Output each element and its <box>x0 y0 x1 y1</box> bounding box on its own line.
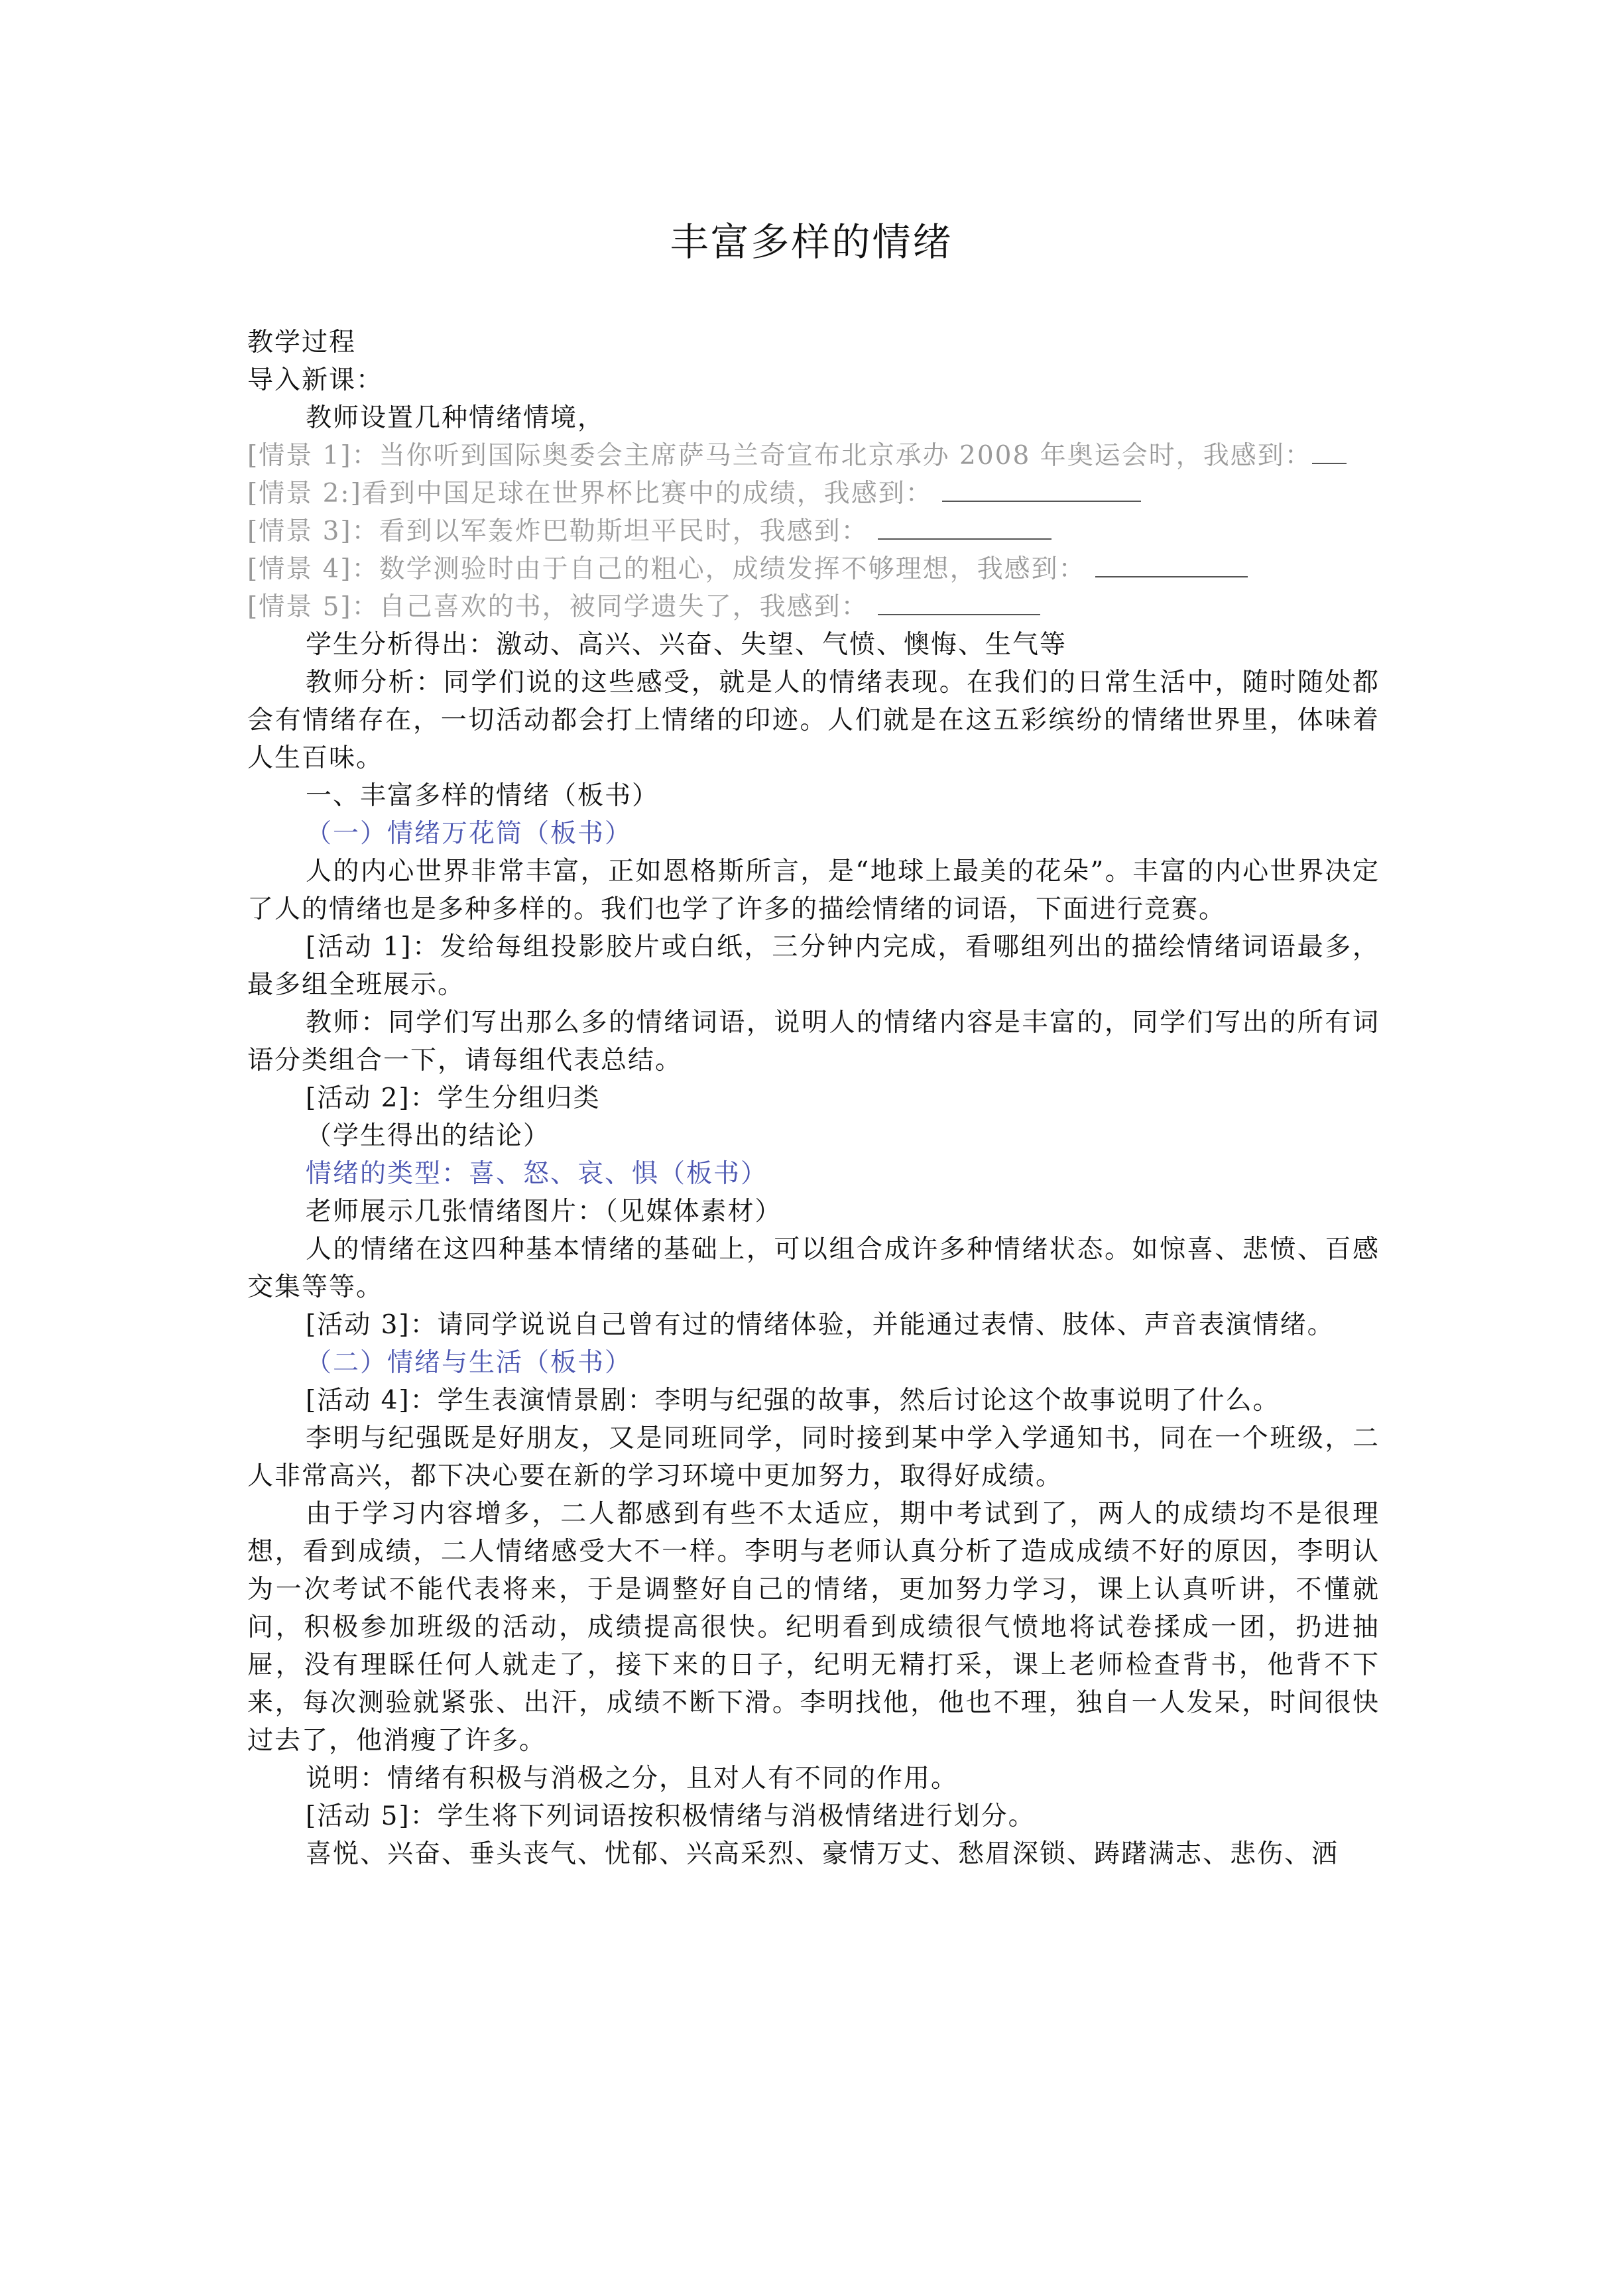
subsection-heading: （二）情绪与生活（板书） <box>306 1348 632 1378</box>
paragraph: 喜悦、兴奋、垂头丧气、忧郁、兴高采烈、豪情万丈、愁眉深锁、踌躇满志、悲伤、洒 <box>306 1839 1339 1869</box>
scenario-1 <box>247 437 1380 475</box>
scenario-3 <box>247 513 1380 550</box>
paragraph: 说明：情绪有积极与消极之分，且对人有不同的作用。 <box>306 1764 959 1793</box>
subsection-heading: （一）情绪万花筒（板书） <box>306 819 632 849</box>
paragraph: [活动 1]：发给每组投影胶片或白纸，三分钟内完成，看哪组列出的描绘情绪词语最多，最多组全班展示。 <box>247 932 1380 1000</box>
answer-blank <box>878 513 1052 540</box>
scenario-text: [情景 3]：看到以军轰炸巴勒斯坦平民时，我感到： <box>247 516 869 546</box>
paragraph: 学生分析得出：激动、高兴、兴奋、失望、气愤、懊悔、生气等 <box>306 630 1067 660</box>
section-label: 导入新课： <box>247 365 384 395</box>
scenario-4 <box>247 550 1380 588</box>
paragraph: 教师：同学们写出那么多的情绪词语，说明人的情绪内容是丰富的，同学们写出的所有词语分类组合一下，请每组代表总结。 <box>247 1008 1380 1075</box>
emotion-types-heading: 情绪的类型：喜、怒、哀、惧（板书） <box>306 1159 768 1189</box>
paragraph: 人的情绪在这四种基本情绪的基础上，可以组合成许多种情绪状态。如惊喜、悲愤、百感交集等等。 <box>247 1235 1380 1302</box>
answer-blank <box>1095 551 1248 577</box>
page-title: 丰富多样的情绪 <box>670 219 953 265</box>
answer-blank <box>1312 438 1347 464</box>
answer-blank <box>942 475 1141 502</box>
section-label: 教学过程 <box>247 328 357 357</box>
paragraph: [活动 5]：学生将下列词语按积极情绪与消极情绪进行划分。 <box>306 1801 1036 1831</box>
section-heading: 一、丰富多样的情绪（板书） <box>306 781 660 811</box>
paragraph: 教师分析：同学们说的这些感受，就是人的情绪表现。在我们的日常生活中，随时随处都会有情绪存在，一切活动都会打上情绪的印迹。人们就是在这五彩缤纷的情绪世界里，体味着人生百味。 <box>247 668 1380 773</box>
scenario-text: [情景 2:]看到中国足球在世界杯比赛中的成绩，我感到： <box>247 479 933 509</box>
paragraph: 由于学习内容增多，二人都感到有些不太适应，期中考试到了，两人的成绩均不是很理想，看到成绩，二人情绪感受大不一样。李明与老师认真分析了造成成绩不好的原因，李明认为一次考试不能代表将来，于是调整好自己的情绪，更加努力学习，课上认真听讲，不懂就问，积极参加班级的活动，成绩提高很快。纪明看到成绩很气愤地将试卷揉成一团，扔进抽屉，没有理睬任何人就走了，接下来的日子，纪明无精打采，课上老师检查背书，他背不下来，每次测验就紧张、出汗，成绩不断下滑。李明找他，他也不理，独自一人发呆，时间很快过去了，他消瘦了许多。 <box>247 1499 1380 1756</box>
scenario-5 <box>247 588 1380 626</box>
paragraph: （学生得出的结论） <box>306 1121 551 1151</box>
scenario-2 <box>247 475 1380 513</box>
scenario-text: [情景 4]：数学测验时由于自己的粗心，成绩发挥不够理想，我感到： <box>247 554 1086 584</box>
document-body <box>247 324 1380 1873</box>
paragraph: [活动 2]：学生分组归类 <box>306 1083 601 1113</box>
paragraph: 人的内心世界非常丰富，正如恩格斯所言，是“地球上最美的花朵”。丰富的内心世界决定了人的情绪也是多种多样的。我们也学了许多的描绘情绪的词语，下面进行竞赛。 <box>247 857 1380 924</box>
paragraph: 教师设置几种情绪情境， <box>306 403 605 433</box>
scenario-text: [情景 1]：当你听到国际奥委会主席萨马兰奇宣布北京承办 2008 年奥运会时，我感到： <box>247 441 1312 471</box>
paragraph: [活动 4]：学生表演情景剧：李明与纪强的故事，然后讨论这个故事说明了什么。 <box>306 1386 1280 1416</box>
paragraph: 老师展示几张情绪图片：（见媒体素材） <box>306 1197 782 1227</box>
answer-blank <box>878 589 1040 615</box>
paragraph: [活动 3]：请同学说说自己曾有过的情绪体验，并能通过表情、肢体、声音表演情绪。 <box>306 1310 1335 1340</box>
paragraph: 李明与纪强既是好朋友，又是同班同学，同时接到某中学入学通知书，同在一个班级，二人非常高兴，都下决心要在新的学习环境中更加努力，取得好成绩。 <box>247 1423 1380 1491</box>
scenario-text: [情景 5]：自己喜欢的书，被同学遗失了，我感到： <box>247 592 869 622</box>
